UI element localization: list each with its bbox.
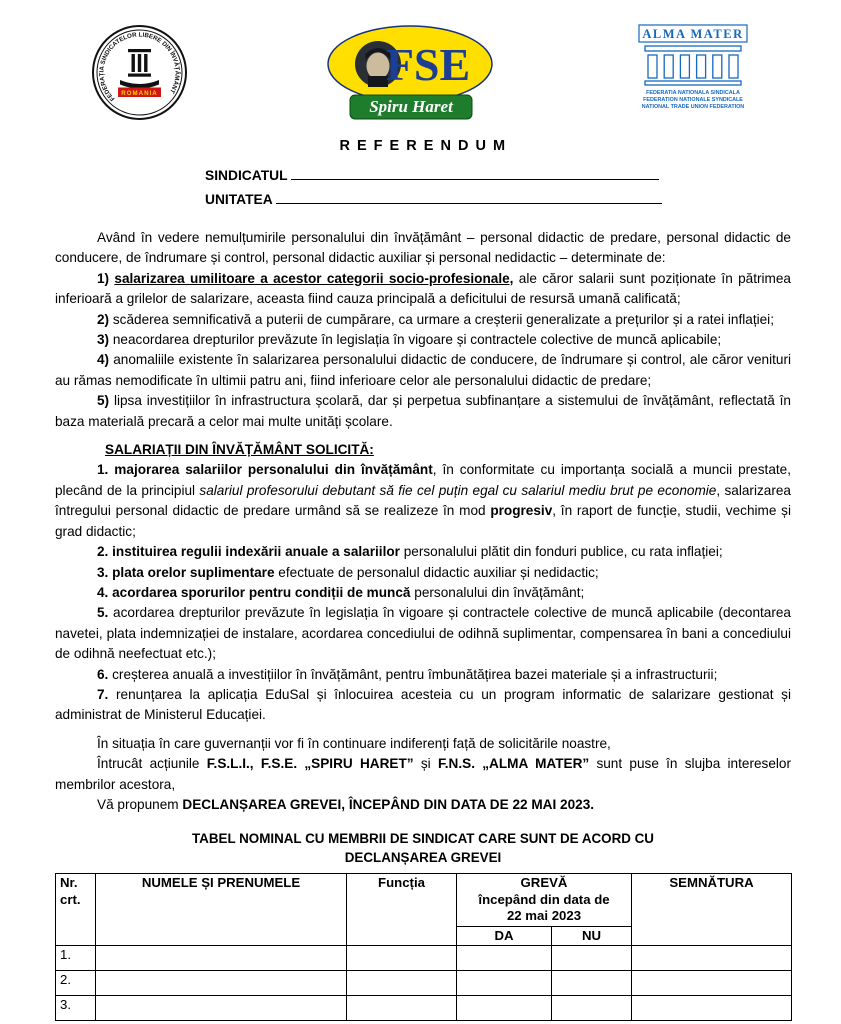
- alma-subtitle-text: [642, 90, 745, 110]
- unitatea-label: UNITATEA: [205, 192, 273, 207]
- reason-item-4: 4) anomaliile existente în salarizarea personalului didactic de conducere, de îndrumare și control, ale căror venituri au rămas nemodificate în ultimii patru ani, fiind inferioare celor ale personalului didactic de predare;: [55, 352, 791, 388]
- demand-item-4: 4. acordarea sporurilor pentru condiții de muncă personalului din învățământ;: [97, 584, 585, 600]
- da-cell: [457, 996, 552, 1021]
- closing-paragraph-2: Întrucât acțiunile F.S.L.I., F.S.E. „SPIRU HARET” și F.N.S. „ALMA MATER” sunt puse în slujba intereselor membrilor acestora,: [55, 756, 792, 792]
- nu-cell: [552, 946, 632, 971]
- intro-paragraph: Având în vedere nemulțumirile personalului din învățământ – personal didactic de predare, personal didactic de conducere, de îndrumare și control, personal didactic auxiliar și personal nedidactic – determinate de:: [55, 230, 791, 266]
- table-caption-line-1: TABEL NOMINAL CU MEMBRII DE SINDICAT CARE SUNT DE ACORD CU: [192, 831, 654, 847]
- name-cell: [96, 996, 347, 1021]
- row-number-cell: 3.: [56, 996, 96, 1021]
- demand-item-6: 6. creșterea anuală a investițiilor în învățământ, pentru îmbunătățirea bazei materiale și a infrastructurii;: [97, 666, 718, 682]
- sindicat-label: SINDICATUL: [205, 168, 288, 183]
- demand-item-2: 2. instituirea regulii indexării anuale a salariilor personalului plătit din fonduri publice, cu rata inflației;: [97, 544, 723, 560]
- functia-cell: [347, 946, 457, 971]
- demand-item-5: 5. acordarea drepturilor prevăzute în legislația în vigoare și contractele colective de muncă aplicabile (decontarea navetei, plata indemnizației de instalare, acordarea concediului de odihnă suplimentar, compensarea în bani a concediului de odihnă neefectuat etc.);: [55, 605, 791, 662]
- fse-subtitle-text: Spiru Haret: [368, 97, 453, 116]
- fsli-seal-icon: [91, 24, 188, 121]
- sindicat-blank-line: [291, 166, 659, 180]
- table-caption-line-2: DECLANȘAREA GREVEI: [344, 850, 502, 866]
- fsli-banner-text: ROMANIA: [121, 90, 158, 97]
- col-header-da: DA: [457, 926, 552, 946]
- fsli-logo: [91, 24, 188, 124]
- fse-acronym-text: FSE: [385, 39, 470, 90]
- form-lines: [205, 164, 791, 212]
- reason-item-5: 5) lipsa investițiilor în infrastructura școlară, dar și perpetua subfinanțare a sistemului de învățământ, reflectată în baza materială precară a celor mai multe unități școlare.: [55, 393, 791, 429]
- alma-title-text: ALMA MATER: [642, 27, 744, 41]
- da-cell: [457, 946, 552, 971]
- da-cell: [457, 971, 552, 996]
- reason-item-3: 3) neacordarea drepturilor prevăzute în legislația în vigoare și contractele colective de muncă aplicabile;: [97, 332, 722, 348]
- fse-logo-icon: [326, 24, 494, 124]
- closing-paragraph-3: Vă propunem DECLANȘAREA GREVEI, ÎNCEPÂND DIN DATA DE 22 MAI 2023.: [97, 796, 595, 812]
- demands-heading: SALARIAȚII DIN ÎNVĂȚĂMÂNT SOLICITĂ:: [105, 442, 374, 458]
- name-cell: [96, 971, 347, 996]
- document-body: [55, 228, 791, 815]
- sindicat-line: [205, 164, 791, 188]
- fse-logo: [326, 24, 494, 127]
- svg-text:FEDERATIA NATIONALA SINDICALA: FEDERATIA NATIONALA SINDICALA: [646, 90, 740, 96]
- table-row: [56, 946, 792, 971]
- reason-item-2: 2) scăderea semnificativă a puterii de cumpărare, ca urmare a creșterii generalizate a prețurilor și a ratei inflației;: [97, 311, 774, 327]
- table-row: [56, 996, 792, 1021]
- table-row: [56, 971, 792, 996]
- fsli-ring-text: FEDERAȚIA SINDICATELOR LIBERE DIN ÎNVĂȚĂMÂNT: [98, 31, 181, 103]
- alma-mater-icon: [631, 24, 755, 116]
- col-header-greva: GREVĂ începând din data de 22 mai 2023: [457, 874, 632, 927]
- demand-item-3: 3. plata orelor suplimentare efectuate de personalul didactic auxiliar și nedidactic;: [97, 564, 599, 580]
- nu-cell: [552, 996, 632, 1021]
- functia-cell: [347, 971, 457, 996]
- unitatea-blank-line: [276, 190, 662, 204]
- alma-columns-icon: [645, 46, 741, 85]
- row-number-cell: 1.: [56, 946, 96, 971]
- reason-item-1: 1) salarizarea umilitoare a acestor categorii socio-profesionale, ale căror salarii sunt poziționate în pătrimea inferioară a grilelor de salarizare, aceasta fiind cauza principală a deficitului de resursă umană calificată;: [55, 270, 791, 307]
- col-header-nr-crt: Nr. crt.: [56, 874, 96, 946]
- page-title: R E F E R E N D U M: [339, 138, 507, 154]
- col-header-name: NUMELE ȘI PRENUMELE: [96, 874, 347, 946]
- functia-cell: [347, 996, 457, 1021]
- demand-item-7: 7. renunțarea la aplicația EduSal și înlocuirea acesteia cu un program informatic de salarizare gestionat și administrat de Ministerul Educației.: [55, 686, 791, 723]
- nu-cell: [552, 971, 632, 996]
- unitatea-line: [205, 188, 791, 212]
- row-number-cell: 2.: [56, 971, 96, 996]
- col-header-semnatura: SEMNĂTURA: [632, 874, 792, 946]
- svg-text:NATIONAL TRADE UNION FEDERATIO: NATIONAL TRADE UNION FEDERATION: [641, 104, 745, 110]
- demand-item-1: 1. majorarea salariilor personalului din învățământ, în conformitate cu importanța socială a muncii prestate, plecând de la principiul salariul profesorului debutant să fie cel puțin egal cu salariul mediu brut pe economie, salarizarea întregului personal didactic de predare urmând să se realizeze în mod progresiv, în raport de funcție, studii, vechime și grad didactic;: [55, 462, 791, 539]
- col-header-functia: Funcția: [347, 874, 457, 946]
- table-caption: [55, 829, 791, 867]
- svg-text:FEDERATION NATIONALE SYNDICALE: FEDERATION NATIONALE SYNDICALE: [643, 97, 743, 103]
- strike-agreement-table: [55, 873, 792, 1021]
- logo-row: [55, 24, 791, 126]
- name-cell: [96, 946, 347, 971]
- closing-paragraph-1: În situația în care guvernanții vor fi în continuare indiferenți față de solicitările noastre,: [97, 735, 611, 751]
- alma-mater-logo: [631, 24, 755, 119]
- col-header-nu: NU: [552, 926, 632, 946]
- semnatura-cell: [632, 946, 792, 971]
- semnatura-cell: [632, 996, 792, 1021]
- semnatura-cell: [632, 971, 792, 996]
